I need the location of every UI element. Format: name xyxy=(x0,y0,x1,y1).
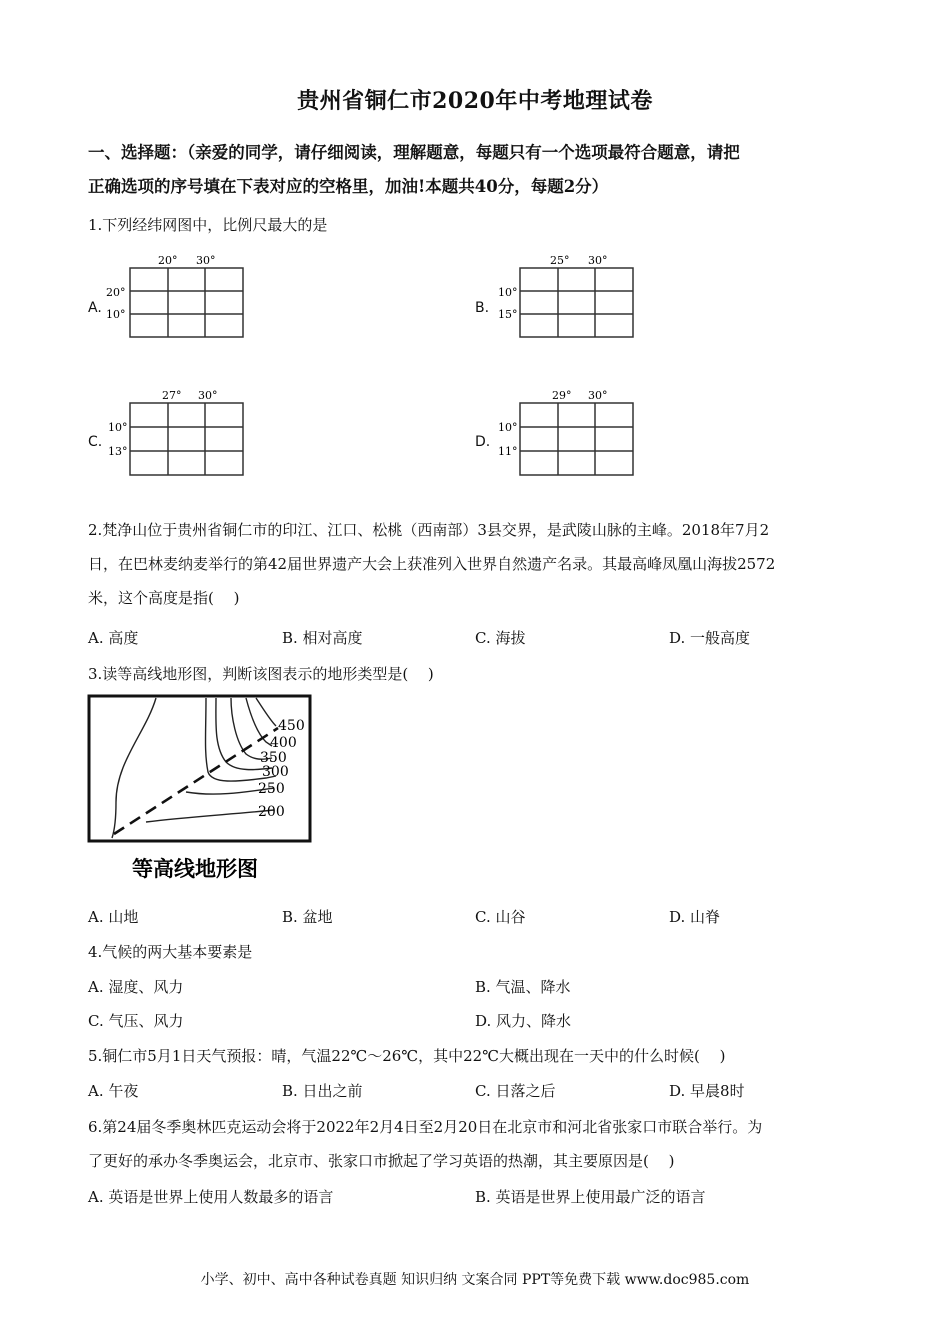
contour-map-caption: 等高线地形图 xyxy=(132,856,258,881)
q3-option-c: C. 山谷 xyxy=(475,908,526,926)
q5-option-d: D. 早晨8时 xyxy=(669,1082,745,1100)
q1-option-a-label: A. xyxy=(88,300,102,316)
q1-d-lat-2: 11° xyxy=(498,445,518,458)
q1-option-d-grid xyxy=(490,383,640,478)
q1-b-lat-1: 10° xyxy=(498,286,518,299)
q3-option-d: D. 山脊 xyxy=(669,908,721,926)
question-2-stem xyxy=(88,513,868,615)
q2-option-d: D. 一般高度 xyxy=(669,629,751,647)
q6-line-2: 了更好的承办冬季奥运会，北京市、张家口市掀起了学习英语的热潮，其主要原因是( ) xyxy=(88,1152,675,1170)
contour-label-250: 250 xyxy=(258,781,285,797)
q4-option-b: B. 气温、降水 xyxy=(475,978,571,996)
question-3-stem: 3.读等高线地形图，判断该图表示的地形类型是( ) xyxy=(88,665,434,683)
q4-option-c: C. 气压、风力 xyxy=(88,1012,184,1030)
question-6-stem xyxy=(88,1110,868,1178)
q1-a-lat-2: 10° xyxy=(106,308,126,321)
q1-option-a-grid xyxy=(100,248,250,343)
q2-option-c: C. 海拔 xyxy=(475,629,526,647)
q1-d-lon-2: 30° xyxy=(588,389,608,402)
q1-c-lat-2: 13° xyxy=(108,445,128,458)
q1-d-lat-1: 10° xyxy=(498,421,518,434)
q1-b-lat-2: 15° xyxy=(498,308,518,321)
section-heading-line-1: 一、选择题：（亲爱的同学，请仔细阅读，理解题意，每题只有一个选项最符合题意，请把 xyxy=(88,143,740,162)
contour-map-figure xyxy=(86,692,318,888)
q1-option-b-grid xyxy=(490,248,640,343)
question-1-stem: 1.下列经纬网图中，比例尺最大的是 xyxy=(88,216,328,234)
q1-option-c-label: C. xyxy=(88,434,103,450)
q2-line-2: 日，在巴林麦纳麦举行的第42届世界遗产大会上获准列入世界自然遗产名录。其最高峰凤凰山海拔2572 xyxy=(88,555,776,573)
q2-line-3: 米，这个高度是指( ) xyxy=(88,589,240,607)
q1-option-d-label: D. xyxy=(475,434,491,450)
q5-option-c: C. 日落之后 xyxy=(475,1082,556,1100)
q1-option-b-label: B. xyxy=(475,300,490,316)
q3-option-b: B. 盆地 xyxy=(282,908,333,926)
q1-a-lon-2: 30° xyxy=(196,254,216,267)
q1-a-lon-1: 20° xyxy=(158,254,178,267)
q2-option-a: A. 高度 xyxy=(88,629,139,647)
q2-line-1: 2.梵净山位于贵州省铜仁市的印江、江口、松桃（西南部）3县交界，是武陵山脉的主峰。2018年7月2 xyxy=(88,521,770,539)
q1-c-lat-1: 10° xyxy=(108,421,128,434)
section-heading-line-2: 正确选项的序号填在下表对应的空格里，加油!本题共40分，每题2分） xyxy=(88,177,609,196)
q1-b-lon-1: 25° xyxy=(550,254,570,267)
q3-option-a: A. 山地 xyxy=(88,908,139,926)
q1-c-lon-1: 27° xyxy=(162,389,182,402)
q6-option-b: B. 英语是世界上使用最广泛的语言 xyxy=(475,1188,706,1206)
q1-option-c-grid xyxy=(100,383,250,478)
contour-label-400: 400 xyxy=(270,735,297,751)
page-title: 贵州省铜仁市2020年中考地理试卷 xyxy=(297,88,653,114)
contour-label-350: 350 xyxy=(260,750,287,766)
contour-label-450: 450 xyxy=(278,718,305,734)
q4-option-d: D. 风力、降水 xyxy=(475,1012,572,1030)
q4-option-a: A. 湿度、风力 xyxy=(88,978,184,996)
q5-option-a: A. 午夜 xyxy=(88,1082,139,1100)
q1-a-lat-1: 20° xyxy=(106,286,126,299)
q1-c-lon-2: 30° xyxy=(198,389,218,402)
page-footer: 小学、初中、高中各种试卷真题 知识归纳 文案合同 PPT等免费下载 www.doc985.com xyxy=(200,1272,750,1288)
q2-option-b: B. 相对高度 xyxy=(282,629,363,647)
section-heading xyxy=(88,136,868,204)
question-4-stem: 4.气候的两大基本要素是 xyxy=(88,943,253,961)
question-5-stem: 5.铜仁市5月1日天气预报：晴，气温22℃～26℃，其中22℃大概出现在一天中的什么时候( ) xyxy=(88,1047,726,1065)
contour-label-300: 300 xyxy=(262,764,289,780)
q5-option-b: B. 日出之前 xyxy=(282,1082,363,1100)
q1-d-lon-1: 29° xyxy=(552,389,572,402)
q6-option-a: A. 英语是世界上使用人数最多的语言 xyxy=(88,1188,334,1206)
q1-b-lon-2: 30° xyxy=(588,254,608,267)
q6-line-1: 6.第24届冬季奥林匹克运动会将于2022年2月4日至2月20日在北京市和河北省张家口市联合举行。为 xyxy=(88,1118,763,1136)
contour-label-200: 200 xyxy=(258,804,285,820)
